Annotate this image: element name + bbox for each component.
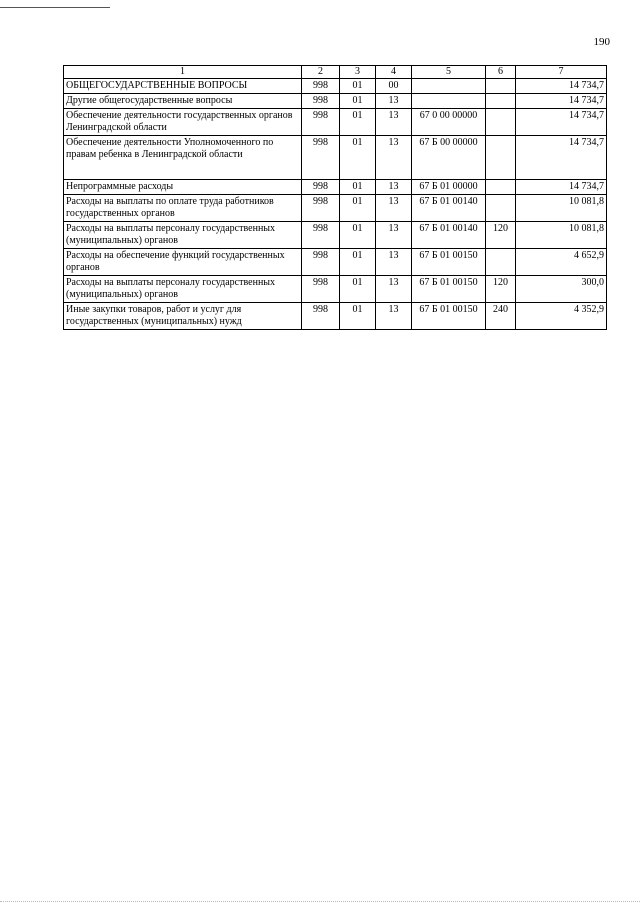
row-subsection: 13: [376, 195, 412, 222]
row-target-article: [412, 94, 486, 109]
row-name: Расходы на обеспечение функций государственных органов: [64, 249, 302, 276]
row-section: 01: [340, 249, 376, 276]
row-section: 01: [340, 195, 376, 222]
budget-table: [63, 65, 607, 330]
top-edge-rule: [0, 7, 110, 8]
row-name: ОБЩЕГОСУДАРСТВЕННЫЕ ВОПРОСЫ: [64, 79, 302, 94]
header-col-7: 7: [516, 66, 607, 79]
row-section: 01: [340, 303, 376, 330]
row-name: Непрограммные расходы: [64, 180, 302, 195]
row-target-article: 67 Б 01 00150: [412, 303, 486, 330]
row-section: 01: [340, 79, 376, 94]
row-subsection: 13: [376, 109, 412, 136]
row-name: Расходы на выплаты по оплате труда работников государственных органов: [64, 195, 302, 222]
row-target-article: 67 Б 01 00000: [412, 180, 486, 195]
row-amount: 4 352,9: [516, 303, 607, 330]
row-admin-code: 998: [302, 249, 340, 276]
row-admin-code: 998: [302, 109, 340, 136]
table-row: [64, 303, 607, 330]
row-admin-code: 998: [302, 79, 340, 94]
row-expense-type: [486, 109, 516, 136]
row-expense-type: [486, 136, 516, 180]
row-target-article: 67 Б 00 00000: [412, 136, 486, 180]
row-subsection: 13: [376, 222, 412, 249]
row-admin-code: 998: [302, 94, 340, 109]
table-row: [64, 276, 607, 303]
row-target-article: 67 Б 01 00140: [412, 195, 486, 222]
row-admin-code: 998: [302, 276, 340, 303]
row-amount: 300,0: [516, 276, 607, 303]
row-name: Обеспечение деятельности Уполномоченного по правам ребенка в Ленинградской области: [64, 136, 302, 180]
row-expense-type: 120: [486, 222, 516, 249]
row-name: Расходы на выплаты персоналу государственных (муниципальных) органов: [64, 222, 302, 249]
row-expense-type: [486, 180, 516, 195]
table-row: [64, 109, 607, 136]
row-subsection: 13: [376, 249, 412, 276]
row-admin-code: 998: [302, 222, 340, 249]
row-subsection: 13: [376, 94, 412, 109]
row-target-article: 67 Б 01 00150: [412, 249, 486, 276]
row-subsection: 13: [376, 136, 412, 180]
row-name: Расходы на выплаты персоналу государственных (муниципальных) органов: [64, 276, 302, 303]
row-amount: 10 081,8: [516, 222, 607, 249]
table-row: [64, 195, 607, 222]
row-name: Иные закупки товаров, работ и услуг для государственных (муниципальных) нужд: [64, 303, 302, 330]
header-col-1: 1: [64, 66, 302, 79]
row-section: 01: [340, 222, 376, 249]
header-col-2: 2: [302, 66, 340, 79]
row-admin-code: 998: [302, 136, 340, 180]
row-amount: 14 734,7: [516, 136, 607, 180]
row-subsection: 13: [376, 180, 412, 195]
header-col-6: 6: [486, 66, 516, 79]
row-target-article: 67 Б 01 00140: [412, 222, 486, 249]
table-row: [64, 249, 607, 276]
row-target-article: 67 0 00 00000: [412, 109, 486, 136]
row-expense-type: 240: [486, 303, 516, 330]
table-row: [64, 79, 607, 94]
row-admin-code: 998: [302, 180, 340, 195]
table-row: [64, 180, 607, 195]
row-expense-type: [486, 79, 516, 94]
row-admin-code: 998: [302, 195, 340, 222]
table-row: [64, 136, 607, 180]
header-col-3: 3: [340, 66, 376, 79]
table-row: [64, 94, 607, 109]
row-target-article: 67 Б 01 00150: [412, 276, 486, 303]
row-admin-code: 998: [302, 303, 340, 330]
row-subsection: 13: [376, 303, 412, 330]
row-amount: 14 734,7: [516, 109, 607, 136]
row-name: Другие общегосударственные вопросы: [64, 94, 302, 109]
row-section: 01: [340, 94, 376, 109]
row-amount: 14 734,7: [516, 79, 607, 94]
row-subsection: 13: [376, 276, 412, 303]
table-row: [64, 222, 607, 249]
row-amount: 14 734,7: [516, 94, 607, 109]
row-expense-type: [486, 249, 516, 276]
header-col-5: 5: [412, 66, 486, 79]
header-row: [64, 66, 607, 79]
bottom-edge-rule: [0, 901, 640, 902]
row-expense-type: [486, 94, 516, 109]
header-col-4: 4: [376, 66, 412, 79]
row-amount: 4 652,9: [516, 249, 607, 276]
row-section: 01: [340, 180, 376, 195]
row-target-article: [412, 79, 486, 94]
row-section: 01: [340, 136, 376, 180]
row-expense-type: 120: [486, 276, 516, 303]
row-amount: 14 734,7: [516, 180, 607, 195]
row-section: 01: [340, 109, 376, 136]
row-amount: 10 081,8: [516, 195, 607, 222]
row-expense-type: [486, 195, 516, 222]
row-subsection: 00: [376, 79, 412, 94]
row-section: 01: [340, 276, 376, 303]
row-name: Обеспечение деятельности государственных органов Ленинградской области: [64, 109, 302, 136]
page-number: 190: [593, 36, 610, 48]
